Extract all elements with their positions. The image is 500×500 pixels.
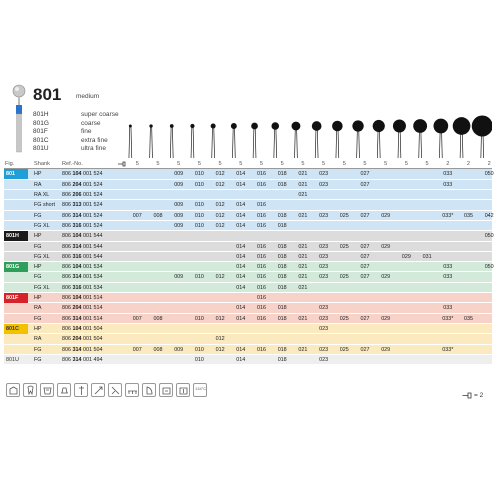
size-code: 012 — [215, 202, 225, 209]
pack-quantity: 2 — [446, 161, 450, 167]
size-code: 008 — [153, 315, 163, 322]
ref-number: 806 104 001 524 — [62, 171, 103, 178]
size-code: 010 — [194, 171, 204, 178]
size-code: 014 — [236, 253, 246, 260]
size-code: 014 — [236, 284, 246, 291]
size-code: 050 — [484, 264, 494, 271]
size-code: 033 — [443, 171, 453, 178]
size-code: 025 — [339, 243, 349, 250]
pack-unit-icon — [117, 160, 126, 168]
size-code: 029 — [381, 274, 391, 281]
size-code: 014 — [236, 356, 246, 363]
size-code: 018 — [277, 274, 287, 281]
table-body — [4, 169, 492, 365]
size-code: 014 — [236, 346, 246, 353]
size-code: 021 — [298, 315, 308, 322]
pack-quantity: 5 — [384, 161, 388, 167]
ref-number: 806 104 001 504 — [62, 326, 103, 332]
shank-type: FG XL — [34, 253, 50, 260]
size-code: 018 — [277, 315, 287, 322]
variant-item: 801F fine — [33, 128, 92, 136]
veneer-icon — [142, 383, 156, 397]
table-header-row — [4, 159, 492, 169]
size-code: 033* — [442, 212, 454, 219]
size-code: 023 — [319, 171, 329, 178]
size-code: 029 — [381, 243, 391, 250]
size-code: 021 — [298, 191, 308, 198]
shank-type: FG — [34, 274, 42, 281]
size-code: 016 — [256, 171, 266, 178]
size-code: 023 — [319, 305, 329, 312]
size-code: 021 — [298, 243, 308, 250]
col-fig: Fig. — [5, 161, 15, 167]
variant-tag: 801U — [6, 356, 19, 363]
size-code: 018 — [277, 284, 287, 291]
crown-prep-icon — [6, 383, 20, 397]
size-code: 035 — [463, 315, 473, 322]
size-code: 010 — [194, 356, 204, 363]
variant-tag: 801H — [4, 231, 28, 241]
size-code: 027 — [360, 171, 370, 178]
ref-number: 806 316 001 524 — [62, 222, 103, 229]
size-code: 027 — [360, 274, 370, 281]
ref-number: 806 314 001 534 — [62, 274, 103, 281]
shank-type: HP — [34, 171, 42, 178]
size-code: 014 — [236, 264, 246, 271]
size-code: 033* — [442, 346, 454, 353]
shank-type: RA — [34, 336, 42, 343]
ref-number: 806 204 001 504 — [62, 336, 103, 343]
cavity-icon — [40, 383, 54, 397]
bur-head-icon — [251, 123, 258, 158]
size-code: 029 — [401, 253, 411, 260]
table-row — [4, 314, 492, 324]
col-shank: Shank — [34, 161, 50, 167]
pack-quantity: 5 — [404, 161, 408, 167]
size-code: 016 — [256, 305, 266, 312]
shank-type: FG — [34, 356, 42, 363]
size-code: 010 — [194, 315, 204, 322]
pack-quantity: 5 — [259, 161, 264, 167]
variant-item: 801U ultra fine — [33, 145, 106, 153]
size-code: 033* — [442, 315, 454, 322]
reference-table — [4, 159, 492, 365]
ref-number: 806 316 001 534 — [62, 284, 103, 291]
size-code: 023 — [319, 274, 329, 281]
size-code: 014 — [236, 274, 246, 281]
variant-tag: 801 — [4, 169, 28, 179]
bur-head-icon — [292, 122, 301, 158]
size-code: 010 — [194, 202, 204, 209]
size-code: 018 — [277, 346, 287, 353]
size-code: 023 — [319, 243, 329, 250]
size-code: 012 — [215, 315, 225, 322]
size-code: 050 — [484, 233, 494, 240]
restoration-icon — [57, 383, 71, 397]
size-code: 018 — [277, 181, 287, 188]
size-code: 023 — [319, 253, 329, 260]
pack-quantity: 5 — [239, 161, 243, 167]
size-code: 016 — [256, 222, 266, 229]
size-code: 009 — [174, 274, 184, 281]
table-row — [4, 355, 492, 365]
size-code: 025 — [339, 274, 349, 281]
size-code: 016 — [256, 295, 266, 302]
table-row — [4, 190, 492, 200]
shank-type: RA — [34, 181, 42, 188]
shank-type: HP — [34, 233, 42, 240]
size-code: 016 — [256, 253, 266, 260]
table-row — [4, 262, 492, 272]
table-row — [4, 231, 492, 241]
variant-item: 801H super coarse — [33, 111, 119, 118]
tooth-icon — [23, 383, 37, 397]
table-row — [4, 221, 492, 231]
ref-number: 806 314 001 524 — [62, 212, 103, 219]
size-code: 033 — [443, 181, 453, 188]
bur-head-icon — [149, 124, 152, 158]
usage-icons — [6, 383, 276, 399]
size-code: 016 — [256, 212, 266, 219]
size-code: 018 — [277, 222, 287, 229]
size-code: 009 — [174, 181, 184, 188]
size-code: 029 — [381, 212, 391, 219]
table-row — [4, 211, 492, 221]
size-code: 012 — [215, 222, 225, 229]
bur-head-icon — [211, 123, 216, 158]
size-code: 023 — [319, 181, 329, 188]
size-code: 014 — [236, 315, 246, 322]
bur-head-icon — [413, 119, 427, 158]
bur-head-icon — [393, 119, 406, 158]
pack-quantity: 5 — [322, 161, 326, 167]
table-row — [4, 242, 492, 252]
bur-head-icon — [271, 122, 279, 158]
size-code: 009 — [174, 222, 184, 229]
size-code: 027 — [360, 253, 370, 260]
pack-quantity: 2 — [487, 161, 491, 167]
shank-type: RA — [34, 305, 42, 312]
size-code: 021 — [298, 284, 308, 291]
size-code: 025 — [339, 212, 349, 219]
size-code: 008 — [153, 212, 163, 219]
shank-type: FG — [34, 212, 42, 219]
endo-icon — [74, 383, 88, 397]
size-code: 012 — [215, 274, 225, 281]
shank-type: FG XL — [34, 222, 50, 229]
size-code: 016 — [256, 202, 266, 209]
size-code: 009 — [174, 346, 184, 353]
size-code: 027 — [360, 264, 370, 271]
bur-head-icon — [352, 120, 363, 158]
size-code: 033 — [443, 305, 453, 312]
legend — [462, 392, 483, 399]
table-row — [4, 334, 492, 344]
bridge-icon — [125, 383, 139, 397]
ref-number: 806 314 001 544 — [62, 243, 103, 250]
ref-number: 806 314 001 494 — [62, 356, 103, 363]
size-code: 023 — [319, 346, 329, 353]
size-code: 014 — [236, 305, 246, 312]
pack-unit-icon — [462, 392, 472, 399]
pack-quantity: 5 — [177, 161, 181, 167]
size-code: 050 — [484, 171, 494, 178]
ref-number: 806 316 001 544 — [62, 253, 103, 260]
size-code: 031 — [422, 253, 432, 260]
table-row — [4, 293, 492, 303]
size-code: 033 — [443, 264, 453, 271]
autoclave-icon — [193, 383, 207, 397]
size-code: 016 — [256, 315, 266, 322]
table-row — [4, 303, 492, 313]
table-row — [4, 169, 492, 179]
ref-number: 806 104 001 534 — [62, 264, 103, 271]
size-code: 027 — [360, 315, 370, 322]
size-code: 008 — [153, 346, 163, 353]
size-code: 014 — [236, 181, 246, 188]
size-code: 016 — [256, 181, 266, 188]
size-code: 027 — [360, 181, 370, 188]
ref-number: 806 204 001 514 — [62, 305, 103, 312]
pack-quantity: 5 — [342, 161, 346, 167]
variant-tag: 801G — [4, 262, 28, 272]
bur-head-icon — [231, 123, 237, 158]
size-code: 014 — [236, 171, 246, 178]
bur-head-icon — [373, 120, 385, 158]
variant-list — [33, 111, 119, 154]
col-ref: Ref.-No. — [62, 161, 83, 167]
size-code: 027 — [360, 346, 370, 353]
size-code: 042 — [484, 212, 494, 219]
shank-type: FG — [34, 346, 42, 353]
table-row — [4, 345, 492, 355]
size-code: 009 — [174, 212, 184, 219]
shank-type: FG — [34, 243, 42, 250]
trim-icon — [91, 383, 105, 397]
ref-number: 806 104 001 514 — [62, 295, 103, 302]
shank-type: FG short — [34, 202, 55, 209]
table-row — [4, 180, 492, 190]
bur-head-icon — [434, 119, 449, 158]
size-code: 009 — [174, 171, 184, 178]
bur-head-icon — [312, 121, 322, 158]
size-code: 023 — [319, 212, 329, 219]
size-code: 010 — [194, 222, 204, 229]
ref-number: 806 206 001 524 — [62, 191, 103, 198]
table-row — [4, 252, 492, 262]
size-code: 035 — [463, 212, 473, 219]
size-code: 021 — [298, 346, 308, 353]
size-code: 012 — [215, 181, 225, 188]
size-code: 029 — [381, 346, 391, 353]
pack-quantity: 2 — [466, 161, 471, 167]
ref-number: 806 314 001 514 — [62, 315, 103, 322]
surgery-icon — [108, 383, 122, 397]
bur-head-icon — [129, 125, 132, 158]
size-code: 018 — [277, 305, 287, 312]
ref-number: 806 313 001 524 — [62, 202, 103, 209]
size-code: 016 — [256, 346, 266, 353]
ref-number: 806 104 001 544 — [62, 233, 103, 240]
table-row — [4, 200, 492, 210]
size-code: 027 — [360, 212, 370, 219]
shank-type: HP — [34, 326, 42, 332]
sterilizer-icon — [176, 383, 190, 397]
size-code: 018 — [277, 171, 287, 178]
product-grit: medium — [76, 93, 100, 100]
size-code: 007 — [132, 346, 142, 353]
pack-quantity: 5 — [363, 161, 367, 167]
shank-type: FG — [34, 315, 42, 322]
pack-quantity: 5 — [280, 161, 284, 167]
bur-head-icon — [190, 124, 194, 158]
size-code: 023 — [319, 315, 329, 322]
size-code: 016 — [256, 284, 266, 291]
ref-number: 806 204 001 524 — [62, 181, 103, 188]
size-code: 021 — [298, 253, 308, 260]
legend-text: = 2 — [474, 392, 484, 399]
size-code: 027 — [360, 243, 370, 250]
size-code: 023 — [319, 356, 329, 363]
size-code: 010 — [194, 274, 204, 281]
variant-item: 801G coarse — [33, 119, 101, 127]
size-code: 016 — [256, 274, 266, 281]
variant-tag: 801C — [4, 324, 28, 334]
temperature-label: 134°C — [195, 386, 207, 391]
bur-size-illustrations — [120, 108, 492, 160]
size-code: 025 — [339, 315, 349, 322]
variant-tag: 801F — [4, 293, 28, 303]
size-code: 021 — [298, 212, 308, 219]
shank-type: HP — [34, 264, 42, 271]
size-code: 021 — [298, 181, 308, 188]
table-row — [4, 324, 492, 334]
size-code: 021 — [298, 274, 308, 281]
bur-photo — [8, 84, 30, 154]
pack-quantity: 5 — [218, 161, 222, 167]
pack-quantity: 5 — [197, 161, 201, 167]
pack-quantity: 5 — [135, 161, 139, 167]
size-code: 021 — [298, 264, 308, 271]
size-code: 007 — [132, 212, 142, 219]
shank-type: HP — [34, 295, 42, 302]
size-code: 012 — [215, 212, 225, 219]
bur-head-icon — [453, 117, 471, 158]
size-code: 014 — [236, 222, 246, 229]
pack-quantity: 5 — [301, 161, 305, 167]
size-code: 014 — [236, 212, 246, 219]
pack-quantity: 5 — [425, 161, 429, 167]
bur-head-icon — [170, 124, 174, 158]
size-code: 018 — [277, 253, 287, 260]
shank-type: RA XL — [34, 191, 50, 198]
size-code: 023 — [319, 264, 329, 271]
size-code: 010 — [194, 181, 204, 188]
size-code: 010 — [194, 212, 204, 219]
size-code: 016 — [256, 243, 266, 250]
variant-item: 801C extra fine — [33, 136, 108, 144]
size-code: 018 — [277, 243, 287, 250]
size-code: 021 — [298, 171, 308, 178]
product-number: 801 — [33, 85, 62, 104]
size-code: 012 — [215, 336, 225, 343]
size-code: 009 — [174, 202, 184, 209]
size-code: 012 — [215, 346, 225, 353]
size-code: 018 — [277, 356, 287, 363]
size-code: 007 — [132, 315, 142, 322]
size-code: 014 — [236, 243, 246, 250]
size-code: 012 — [215, 171, 225, 178]
size-code: 010 — [194, 346, 204, 353]
table-row — [4, 272, 492, 282]
size-code: 033 — [443, 274, 453, 281]
pack-quantity: 5 — [156, 161, 160, 167]
bur-head-icon — [472, 116, 492, 159]
size-code: 029 — [381, 315, 391, 322]
size-code: 014 — [236, 202, 246, 209]
shank-type: FG XL — [34, 284, 50, 291]
size-code: 025 — [339, 346, 349, 353]
size-code: 023 — [319, 326, 329, 332]
size-code: 018 — [277, 264, 287, 271]
bur-head-icon — [332, 121, 343, 158]
ref-number: 806 314 001 504 — [62, 346, 103, 353]
size-code: 016 — [256, 264, 266, 271]
size-code: 018 — [277, 212, 287, 219]
thermodisinfector-icon — [159, 383, 173, 397]
table-row — [4, 283, 492, 293]
